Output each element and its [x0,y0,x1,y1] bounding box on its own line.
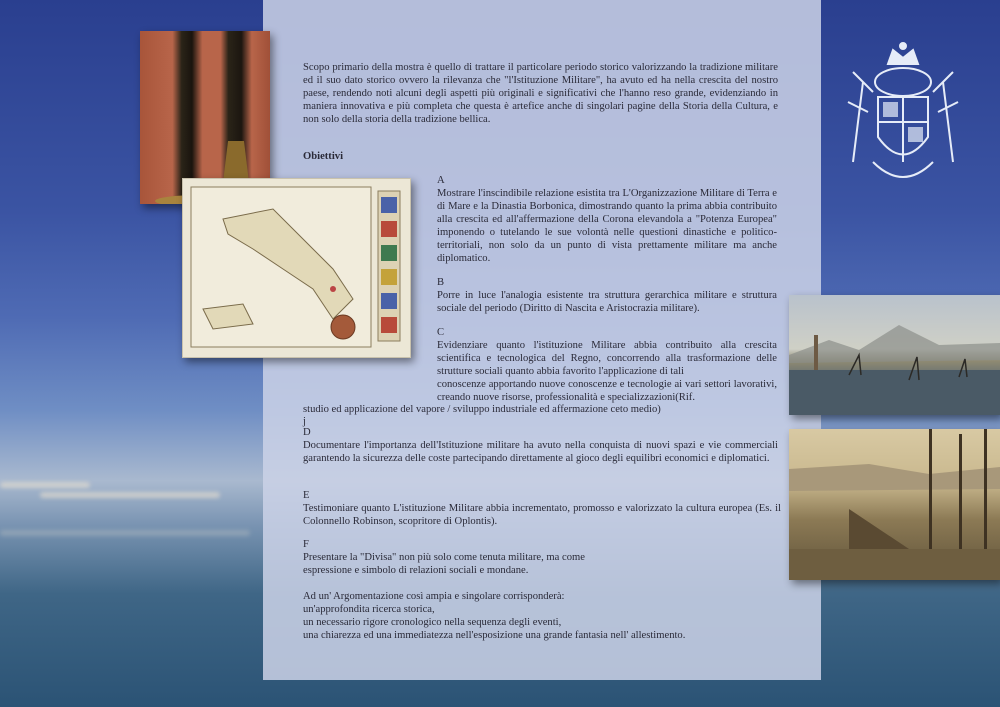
objective-c [437,326,777,404]
objective-b-text: Porre in luce l'analogia esistente tra struttura gerarchica militare e struttura sociale del periodo (Diritto di Nascita e Aristocrazia militare). [437,290,777,314]
objective-c-letter: C [437,327,445,338]
closing-line1: Ad un' Argomentazione così ampia e singolare corrisponderà: [303,591,565,602]
objective-f-line1: Presentare la "Divisa" non più solo come tenuta militare, ma come [303,552,585,563]
harbor-photograph-illustration [789,429,1000,580]
objective-d [303,426,778,465]
cloud-streak [0,530,250,536]
objective-a-text: Mostrare l'inscindibile relazione esistita tra L'Organizzazione Militare di Terra e di Mare e la Dinastia Borbonica, dimostrando quanto la prima abbia contribuito alla crescita ed all'affermazione della Corona elevandola a "Potenza Europea" imponendo o tutelando le sue volontà nelle questioni dinastiche e politico-territoriali, non solo da un punto di vista prettamente militare ma anche diplomatico. [437,188,777,264]
intro-paragraph: Scopo primario della mostra è quello di trattare il particolare periodo storico valorizzando la tradizione militare ed il suo dato storico ovvero la rilevanza che "l'Istituzione Militare", ha avuto ed ha nella crescita del nostro paese, rendendo noti alcuni degli aspetti più originali e significativi che l'hanno reso grande, evidenziando in maniera innovativa e più completa che questa è artefice anche di singolari pagine della Storia della Cultura, e non solo della storia della tradizione bellica. [303,62,778,125]
objective-f-letter: F [303,539,309,550]
coat-of-arms-icon [843,42,963,192]
map-photo [182,178,411,358]
stray-character: j [303,416,306,427]
objective-f [303,538,781,577]
cloud-streak [0,482,90,488]
objective-e-letter: E [303,490,310,501]
objective-c-text-continued: conoscenze apportando nuove conoscenze e tecnologie ai vari settori lavorativi, creando nuove risorse, professionalità e specializzazioni(Rif. [437,379,777,403]
objective-e [303,489,781,528]
harbor-photograph [789,429,1000,580]
harbor-painting [789,295,1000,415]
objective-c-tail: studio ed applicazione del vapore / sviluppo industriale ed affermazione ceto medio) [303,404,661,415]
objective-e-text: Testimoniare quanto L'istituzione Militare abbia incrementato, promosso e valorizzato la cultura europea (Es. il Colonnello Robinson, scopritore di Oplontis). [303,503,781,527]
map-illustration [183,179,410,357]
cloud-streak [40,492,220,498]
objective-d-text: Documentare l'importanza dell'Istituzione militare ha avuto nella conquista di nuovi spazi e vie commerciali garantendo la sicurezza delle coste partecipando direttamente al gioco degli equilibri economici e diplomatici. [303,440,778,464]
objective-b-letter: B [437,277,445,288]
closing-line2: un'approfondita ricerca storica, [303,604,435,615]
harbor-painting-illustration [789,295,1000,415]
objective-d-letter: D [303,427,311,438]
closing-line4: una chiarezza ed una immediatezza nell'esposizione una grande fantasia nell' allestimento. [303,630,686,641]
objective-c-text: Evidenziare quanto l'istituzione Militare abbia contribuito alla crescita scientifica e tecnologica del Regno, concorrendo alla trasformazione delle strutture sociali quanto abbia favorito l'applicazione di tali [437,340,777,377]
closing-paragraph [303,590,781,642]
objective-f-line2: espressione e simbolo di relazioni sociali e mondane. [303,565,529,576]
objective-b [437,276,777,315]
objective-a [437,174,777,265]
objectives-heading: Obiettivi [303,151,344,162]
closing-line3: un necessario rigore cronologico nella sequenza degli eventi, [303,617,562,628]
objective-a-letter: A [437,175,445,186]
